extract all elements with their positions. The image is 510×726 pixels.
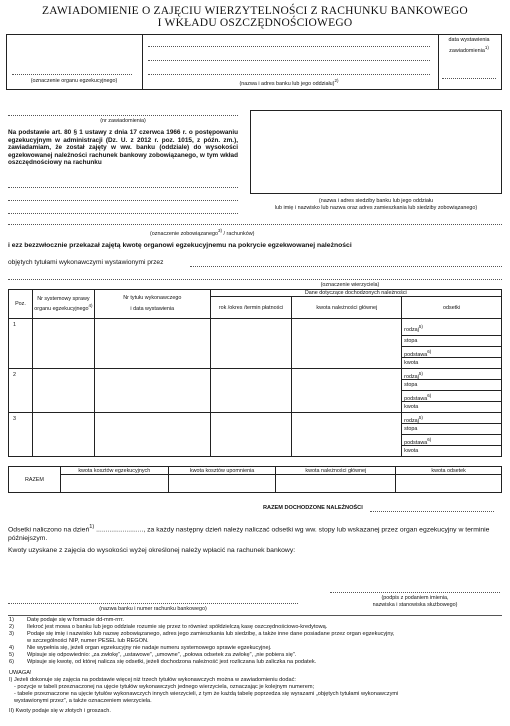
organ-label: (oznaczenie organu egzekucyjnego) xyxy=(30,78,118,84)
interest-note: Odsetki naliczono na dzień$^{1)}$ ........................., za każdy następny dzień należy naliczać odsetki wg ww. stopy lub wskazanej przez organ egzekucyjny w terminie późniejszym. xyxy=(8,524,490,543)
bank-seat-label-2: lub imię i nazwisko lub nazwa oraz adres zamieszkania lub siedziby zobowiązanego) xyxy=(274,205,478,211)
footnote: 4) Nie wypełnia się, jeżeli organ egzekucyjny nie nadaje numeru systemowego sprawie egzekucyjnej. xyxy=(9,645,272,651)
transfer-instruction: i ezz bezzwłocznie przekazał zajętą kwotę organowi egzekucyjnemu na pokrycie egzekwowanej należności xyxy=(8,242,352,249)
bank-seat-label: (nazwa i adres siedziby banku lub jego oddziału xyxy=(318,198,434,204)
footnote: 3) Podaje się imię i nazwisko lub nazwę zobowiązanego, adres jego zamieszkania lub siedzibę, a także inne dane posiadane przez organ egzekucyjny, xyxy=(9,631,395,637)
col-title-number: Nr tytułu wykonawczego i data wystawienia xyxy=(94,290,210,319)
notice-number-field[interactable] xyxy=(8,115,238,116)
footnote: 2) Ilekroć jest mowa o banku lub jego oddziale rozumie się przez to również spółdzielczą kasę oszczędnościowo-kredytową. xyxy=(9,624,328,630)
col-year: rok /okres /termin płatności xyxy=(210,297,292,319)
bank-field-line2[interactable] xyxy=(148,60,430,61)
total-interest-label: kwota odsetek xyxy=(396,467,502,475)
obligor-label: (oznaczenie zobowiązanego$^{3)}$ / rachunków) xyxy=(150,228,255,237)
date-label: data wystawienia zawiadomienia$^{1)}$ xyxy=(448,37,490,54)
total-claims-label: RAZEM DOCHODZONE NALEŻNOŚCI xyxy=(263,505,363,511)
bank-label: (nazwa i adres banku lub jego oddziału)$^{2)}$ xyxy=(239,78,339,87)
signature-label-2: nazwiska i stanowiska służbowego) xyxy=(372,602,458,608)
legal-basis-paragraph: Na podstawie art. 80 § 1 ustawy z dnia 17 czerwca 1966 r. o postępowaniu egzekucyjnym w administracji (Dz. U. z 2012 r. poz. 1015, z późn. zm.), zawiadamiam, że został zajęty w ww. banku (oddziale) do wysokości egzekwowanej należności rachunek bankowy zobowiązanego, w tym wkład oszczędnościowy na rachunku xyxy=(8,129,238,167)
notice-number-label: (nr zawiadomienia) xyxy=(100,118,146,124)
footnote: w szczególności NIP, numer PESEL lub REGON. xyxy=(27,638,149,644)
table-row: 2 rodzaj$^{5)}$ stopa podstawa$^{6)}$ kwota xyxy=(9,369,502,413)
col-principal: kwota należności głównej xyxy=(292,297,402,319)
table-row: 3 rodzaj$^{5)}$ stopa podstawa$^{6)}$ kwota xyxy=(9,413,502,457)
form-title-line1: ZAWIADOMIENIE O ZAJĘCIU WIERZYTELNOŚCI Z RACHUNKU BANKOWEGO xyxy=(42,5,468,17)
claims-table xyxy=(8,289,502,457)
account-field-line3[interactable] xyxy=(8,213,238,214)
totals-label: RAZEM xyxy=(9,467,61,493)
table-row: 1 rodzaj$^{5)}$ stopa podstawa$^{6)}$ kwota xyxy=(9,319,502,369)
bank-field-line1[interactable] xyxy=(148,46,430,47)
issued-by-text: objętych tytułami wykonawczymi wystawionymi przez xyxy=(8,259,164,266)
bank-account-field[interactable] xyxy=(8,603,298,604)
total-reminder-costs-label: kwota kosztów upomnienia xyxy=(168,467,276,475)
signature-label-1: (podpis z podaniem imienia, xyxy=(381,595,449,601)
totals-table xyxy=(8,466,502,493)
bank-seat-box[interactable] xyxy=(250,110,502,194)
warning-line: I) Jeżeli dokonuje się zajęcia na podstawie więcej niż trzech tytułów wykonawczych można w zawiadomieniu dodać: xyxy=(9,677,296,683)
bank-field-line3[interactable] xyxy=(148,74,430,75)
transfer-note: Kwoty uzyskane z zajęcia do wysokości wyżej określonej należy wpłacić na rachunek bankowy: xyxy=(8,547,296,554)
total-enforcement-costs-label: kwota kosztów egzekucyjnych xyxy=(60,467,168,475)
organ-field[interactable] xyxy=(12,74,132,75)
signature-field[interactable] xyxy=(330,592,500,593)
warning-line: II) Kwoty podaje się w złotych i groszach. xyxy=(9,708,111,714)
footnote-divider xyxy=(8,615,502,616)
col-poz: Poz. xyxy=(9,290,33,319)
obligor-field[interactable] xyxy=(8,224,502,225)
footnote: 6) Wpisuje się kwotę, od której nalicza się odsetki, jeżeli dochodzona należność jest rozliczana lub zaliczka na podatek. xyxy=(9,659,317,665)
warning-line: - tabele przeznaczone na ujęcie tytułów wykonawczych innych wierzycieli, z tym że każdą tabelę poprzedza się wyrazami „objętych tytułami wykonawczymi xyxy=(14,691,399,697)
account-field-line2[interactable] xyxy=(8,200,238,201)
col-system-number: Nr systemowy sprawy organu egzekucyjnego$^{4)}$ xyxy=(32,290,94,319)
form-title-line2: I WKŁADU OSZCZĘDNOŚCIOWEGO xyxy=(157,17,353,29)
warning-line: wystawionymi przez”, a także oznaczeniem wierzyciela. xyxy=(14,698,152,704)
bank-account-label: (nazwa banku i numer rachunku bankowego) xyxy=(99,606,207,612)
creditor-label: (oznaczenie wierzyciela) xyxy=(320,282,380,288)
warning-line: - pozycje w tabeli przeznaczonej na ujęcie tytułów wykonawczych jednego wierzyciela, oznaczając je kolejnym numerem; xyxy=(14,684,315,690)
creditor-field-line2[interactable] xyxy=(8,279,502,280)
account-field-line1[interactable] xyxy=(8,187,238,188)
date-field[interactable] xyxy=(442,78,496,79)
total-claims-field[interactable] xyxy=(370,511,494,512)
creditor-field-line1[interactable] xyxy=(190,266,502,267)
total-principal-label: kwota należności głównej xyxy=(276,467,396,475)
col-claims-data: Dane dotyczące dochodzonych należności xyxy=(210,290,501,297)
col-interest: odsetki xyxy=(402,297,502,319)
warning-heading: UWAGA! xyxy=(9,670,32,676)
footnote: 5) Wpisuje się odpowiednio: „za zwłokę”, „ustawowe”, „umowne”, „połowa odsetek za zwłokę”, „nie pobiera się”. xyxy=(9,652,297,658)
footnote: 1) Datę podaje się w formacie dd-mm-rrrr. xyxy=(9,617,124,623)
